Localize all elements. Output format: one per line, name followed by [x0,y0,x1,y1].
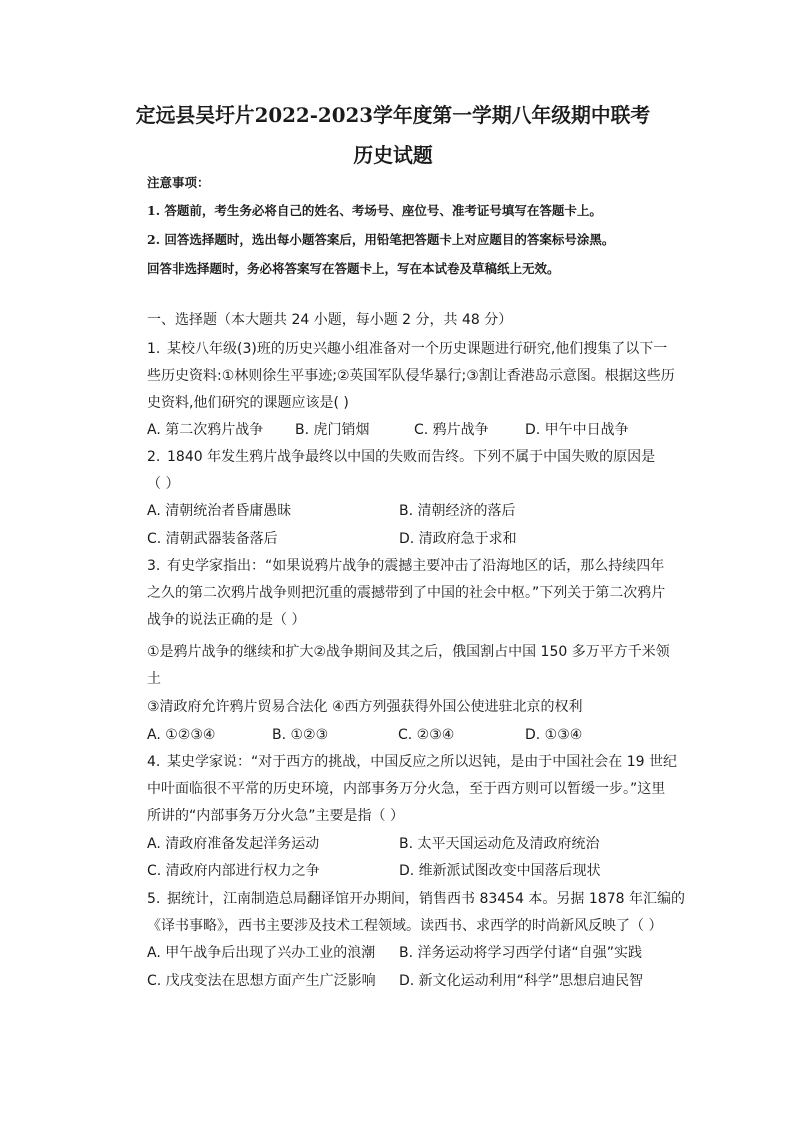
question-number: 4. [147,754,161,770]
question-3-line-3: 战争的说法正确的是（ ） [147,612,306,628]
question-4-option-d: D. 维新派试图改变中国落后现状 [399,863,601,879]
question-number: 2. [147,449,161,465]
exam-title: 定远县吴圩片2022-2023学年度第一学期八年级期中联考 [135,103,651,127]
notice-line-3: 回答非选择题时，务必将答案写在答题卡上，写在本试卷及草稿纸上无效。 [147,261,560,276]
question-5-line-1: 5. 据统计，江南制造总局翻译馆开办期间，销售西书 83454 本。另据 1878 年汇编的 [147,891,685,907]
question-2-line-1: 2. 1840 年发生鸦片战争最终以中国的失败而告终。下列不属于中国失败的原因是 [147,449,656,465]
question-4-option-c: C. 清政府内部进行权力之争 [147,863,320,879]
question-3-line-5: 土 [147,671,161,687]
question-number: 5. [147,891,161,907]
question-3-line-4: ①是鸦片战争的继续和扩大②战争期间及其之后，俄国割占中国 150 多万平方千米领 [147,644,670,660]
question-4-line-3: 所讲的“内部事务万分火急”主要是指（ ） [147,808,404,824]
question-4-option-b: B. 太平天国运动危及清政府统治 [399,836,600,852]
notice-line-2: 2. 回答选择题时，选出每小题答案后，用铅笔把答题卡上对应题目的答案标号涂黑。 [147,232,615,247]
section-heading: 一、选择题（本大题共 24 小题，每小题 2 分，共 48 分） [147,312,513,328]
question-5-option-a: A. 甲午战争后出现了兴办工业的浪潮 [147,945,376,961]
notice-line-1: 1. 答题前，考生务必将自己的姓名、考场号、座位号、准考证号填写在答题卡上。 [147,203,602,218]
question-2-option-c: C. 清朝武器装备落后 [147,531,278,547]
question-3-option-c: C. ②③④ [398,727,455,743]
question-3-line-6: ③清政府允许鸦片贸易合法化 ④西方列强获得外国公使进驻北京的权利 [147,699,583,715]
question-5-option-d: D. 新文化运动利用“科学”思想启迪民智 [399,973,644,989]
question-2-line-2: （ ） [147,476,180,492]
question-4-option-a: A. 清政府准备发起洋务运动 [147,836,320,852]
question-1-option-b: B. 虎门销烟 [295,422,370,438]
question-2-option-d: D. 清政府急于求和 [399,531,517,547]
question-3-option-d: D. ①③④ [525,727,583,743]
question-3-line-1: 3. 有史学家指出：“如果说鸦片战争的震撼主要冲击了沿海地区的话，那么持续四年 [147,558,665,574]
question-1-line-3: 史资料,他们研究的课题应该是( ) [147,395,349,411]
question-number: 1. [147,341,161,357]
question-3-option-b: B. ①②③ [272,727,329,743]
question-5-option-b: B. 洋务运动将学习西学付诸“自强”实践 [399,945,643,961]
question-4-line-2: 中叶面临很不平常的历史环境，内部事务万分火急，至于西方则可以暂缓一步。”这里 [147,781,666,797]
question-1-option-d: D. 甲午中日战争 [525,422,629,438]
question-1-option-a: A. 第二次鸦片战争 [147,422,264,438]
question-2-option-b: B. 清朝经济的落后 [399,503,516,519]
notice-heading: 注意事项： [147,175,210,190]
question-1-option-c: C. 鸦片战争 [414,422,489,438]
question-3-option-a: A. ①②③④ [147,727,216,743]
exam-subject-title: 历史试题 [353,143,433,167]
question-3-line-2: 之久的第二次鸦片战争则把沉重的震撼带到了中国的社会中枢。”下列关于第二次鸦片 [147,585,666,601]
question-1-line-1: 1. 某校八年级(3)班的历史兴趣小组准备对一个历史课题进行研究,他们搜集了以下一 [147,341,668,357]
question-2-option-a: A. 清朝统治者昏庸愚昧 [147,503,292,519]
question-number: 3. [147,558,161,574]
question-5-line-2: 《译书事略》，西书主要涉及技术工程领域。读西书、求西学的时尚新风反映了（ ） [147,918,663,934]
question-4-line-1: 4. 某史学家说：“对于西方的挑战，中国反应之所以迟钝，是由于中国社会在 19 世纪 [147,754,677,770]
question-1-line-2: 些历史资料:①林则徐生平事迹;②英国军队侵华暴行;③割让香港岛示意图。根据这些历 [147,368,675,384]
question-5-option-c: C. 戊戌变法在思想方面产生广泛影响 [147,973,376,989]
